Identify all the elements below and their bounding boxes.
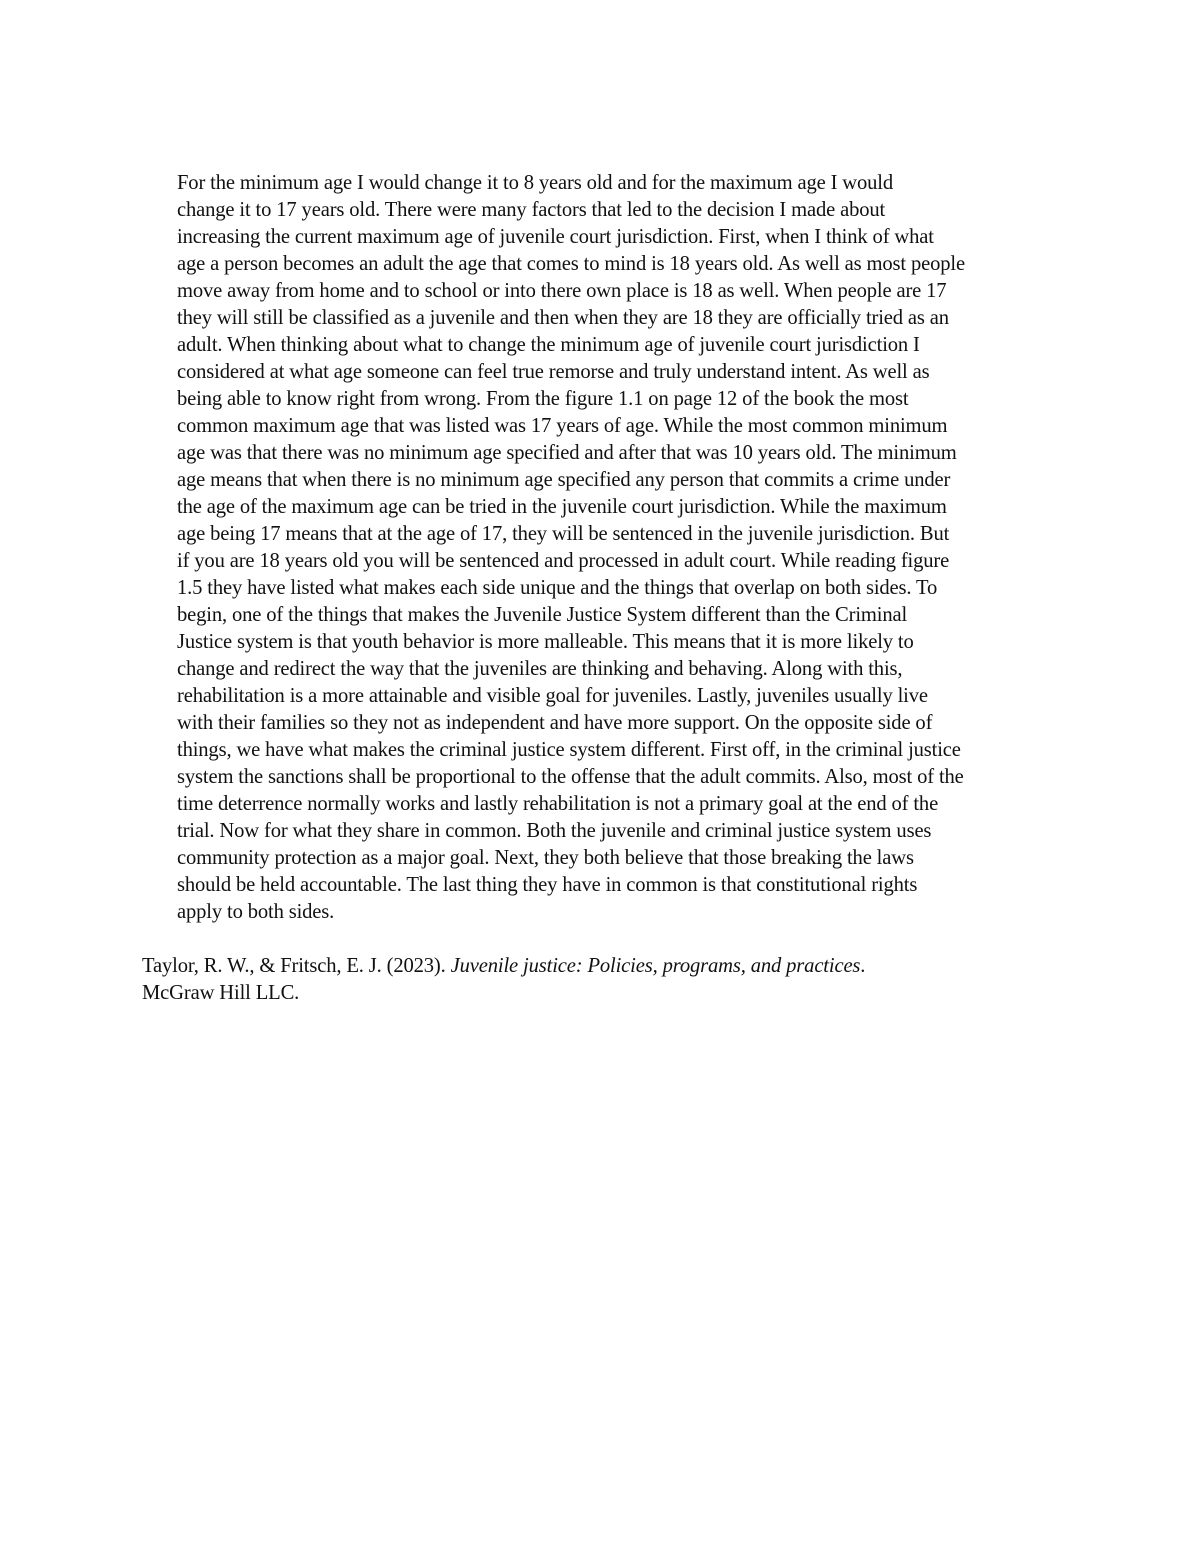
body-line: Justice system is that youth behavior is more malleable. This means that it is more likely to	[177, 631, 914, 653]
body-line: rehabilitation is a more attainable and visible goal for juveniles. Lastly, juveniles usually live	[177, 685, 928, 707]
body-line: adult. When thinking about what to change the minimum age of juvenile court jurisdiction I	[177, 334, 920, 356]
body-line: time deterrence normally works and lastly rehabilitation is not a primary goal at the end of the	[177, 793, 939, 815]
body-line: age means that when there is no minimum age specified any person that commits a crime under	[177, 469, 951, 491]
body-line: move away from home and to school or into there own place is 18 as well. When people are 17	[177, 280, 947, 302]
document-content	[142, 170, 1062, 1007]
body-line: considered at what age someone can feel true remorse and truly understand intent. As well as	[177, 361, 930, 383]
body-line: trial. Now for what they share in common. Both the juvenile and criminal justice system uses	[177, 820, 932, 842]
body-line: increasing the current maximum age of juvenile court jurisdiction. First, when I think of what	[177, 226, 934, 248]
body-line: age was that there was no minimum age specified and after that was 10 years old. The minimum	[177, 442, 957, 464]
body-line: system the sanctions shall be proportional to the offense that the adult commits. Also, most of the	[177, 766, 964, 788]
body-line: community protection as a major goal. Next, they both believe that those breaking the laws	[177, 847, 914, 869]
body-line: age being 17 means that at the age of 17, they will be sentenced in the juvenile jurisdiction. But	[177, 523, 950, 545]
body-line: 1.5 they have listed what makes each side unique and the things that overlap on both sides. To	[177, 577, 938, 599]
body-line: the age of the maximum age can be tried in the juvenile court jurisdiction. While the maximum	[177, 496, 947, 518]
reference-line-1	[142, 953, 1062, 980]
body-line: change it to 17 years old. There were many factors that led to the decision I made about	[177, 199, 886, 221]
body-line: apply to both sides.	[177, 901, 335, 923]
body-line: if you are 18 years old you will be sentenced and processed in adult court. While reading figure	[177, 550, 950, 572]
body-line: age a person becomes an adult the age that comes to mind is 18 years old. As well as most people	[177, 253, 965, 275]
reference-title: Juvenile justice: Policies, programs, and practices	[450, 955, 861, 977]
reference-publisher: McGraw Hill LLC.	[142, 982, 300, 1004]
body-line: being able to know right from wrong. From the figure 1.1 on page 12 of the book the most	[177, 388, 909, 410]
body-line: For the minimum age I would change it to 8 years old and for the maximum age I would	[177, 172, 894, 194]
body-line: things, we have what makes the criminal justice system different. First off, in the criminal justice	[177, 739, 961, 761]
reference-citation	[142, 953, 1062, 1007]
body-line: with their families so they not as independent and have more support. On the opposite side of	[177, 712, 933, 734]
body-paragraph	[142, 170, 1062, 926]
body-line: should be held accountable. The last thing they have in common is that constitutional rights	[177, 874, 918, 896]
body-line: begin, one of the things that makes the Juvenile Justice System different than the Criminal	[177, 604, 908, 626]
body-line: change and redirect the way that the juveniles are thinking and behaving. Along with this,	[177, 658, 903, 680]
reference-title-end: .	[860, 955, 866, 977]
body-line: they will still be classified as a juvenile and then when they are 18 they are officially tried as an	[177, 307, 949, 329]
reference-authors-year: Taylor, R. W., & Fritsch, E. J. (2023).	[142, 955, 451, 977]
body-line: common maximum age that was listed was 17 years of age. While the most common minimum	[177, 415, 948, 437]
